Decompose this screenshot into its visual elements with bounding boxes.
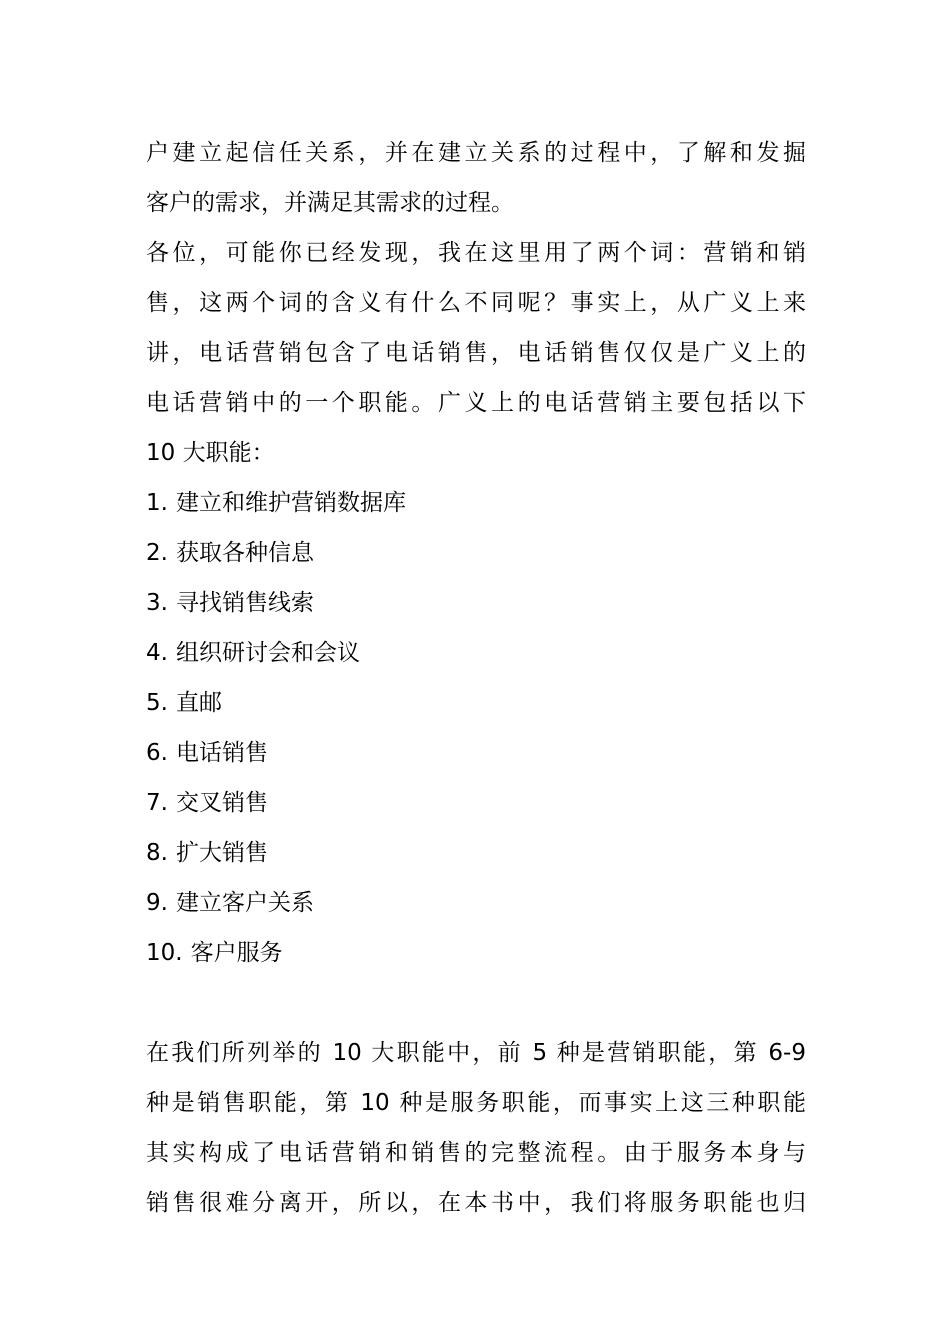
text-line: 客户的需求，并满足其需求的过程。: [146, 190, 514, 216]
list-item-number: 4.: [146, 640, 168, 666]
list-item-text: 直邮: [175, 690, 222, 716]
list-item: [146, 678, 806, 728]
list-item-text: 寻找销售线索: [175, 590, 314, 616]
list-item-number: 3.: [146, 590, 168, 616]
list-item-text: 获取各种信息: [175, 540, 314, 566]
list-item: [146, 778, 806, 828]
text-line: 电话营销中的一个职能。广义上的电话营销主要包括以下: [146, 390, 806, 416]
list-item-text: 客户服务: [190, 940, 283, 966]
list-item-text: 建立和维护营销数据库: [175, 490, 406, 516]
list-item-text: 电话销售: [175, 740, 268, 766]
text-line: 种是销售职能，第 10 种是服务职能，而事实上这三种职能: [146, 1090, 806, 1116]
list-item-text: 交叉销售: [175, 790, 268, 816]
list-item-number: 6.: [146, 740, 168, 766]
list-item: [146, 828, 806, 878]
document-page: [146, 128, 806, 1228]
text-line: 售，这两个词的含义有什么不同呢？事实上，从广义上来: [146, 290, 806, 316]
list-item: [146, 928, 806, 978]
text-line: 各位，可能你已经发现，我在这里用了两个词：营销和销: [146, 240, 806, 266]
list-item: [146, 528, 806, 578]
paragraph-marketing-vs-sales: [146, 228, 806, 478]
list-item: [146, 578, 806, 628]
text-line: 户建立起信任关系，并在建立关系的过程中，了解和发掘: [146, 140, 806, 166]
list-item-number: 5.: [146, 690, 168, 716]
text-line: 10 大职能：: [146, 440, 275, 466]
list-item-number: 1.: [146, 490, 168, 516]
text-line: 在我们所列举的 10 大职能中，前 5 种是营销职能，第 6-9: [146, 1040, 806, 1066]
paragraph-functions-summary: [146, 1028, 806, 1228]
list-item-number: 8.: [146, 840, 168, 866]
list-item-text: 建立客户关系: [175, 890, 314, 916]
text-line: 其实构成了电话营销和销售的完整流程。由于服务本身与: [146, 1140, 806, 1166]
functions-list: [146, 478, 806, 978]
list-item-text: 扩大销售: [175, 840, 268, 866]
text-line: 讲，电话营销包含了电话销售，电话销售仅仅是广义上的: [146, 340, 806, 366]
list-item-number: 7.: [146, 790, 168, 816]
text-line: 销售很难分离开，所以，在本书中，我们将服务职能也归: [146, 1190, 806, 1216]
list-item: [146, 728, 806, 778]
list-item-number: 9.: [146, 890, 168, 916]
paragraph-intro-continued: [146, 128, 806, 228]
list-item-text: 组织研讨会和会议: [175, 640, 360, 666]
list-item: [146, 628, 806, 678]
list-item-number: 10.: [146, 940, 183, 966]
list-item-number: 2.: [146, 540, 168, 566]
list-item: [146, 478, 806, 528]
list-item: [146, 878, 806, 928]
blank-line: [146, 978, 806, 1028]
